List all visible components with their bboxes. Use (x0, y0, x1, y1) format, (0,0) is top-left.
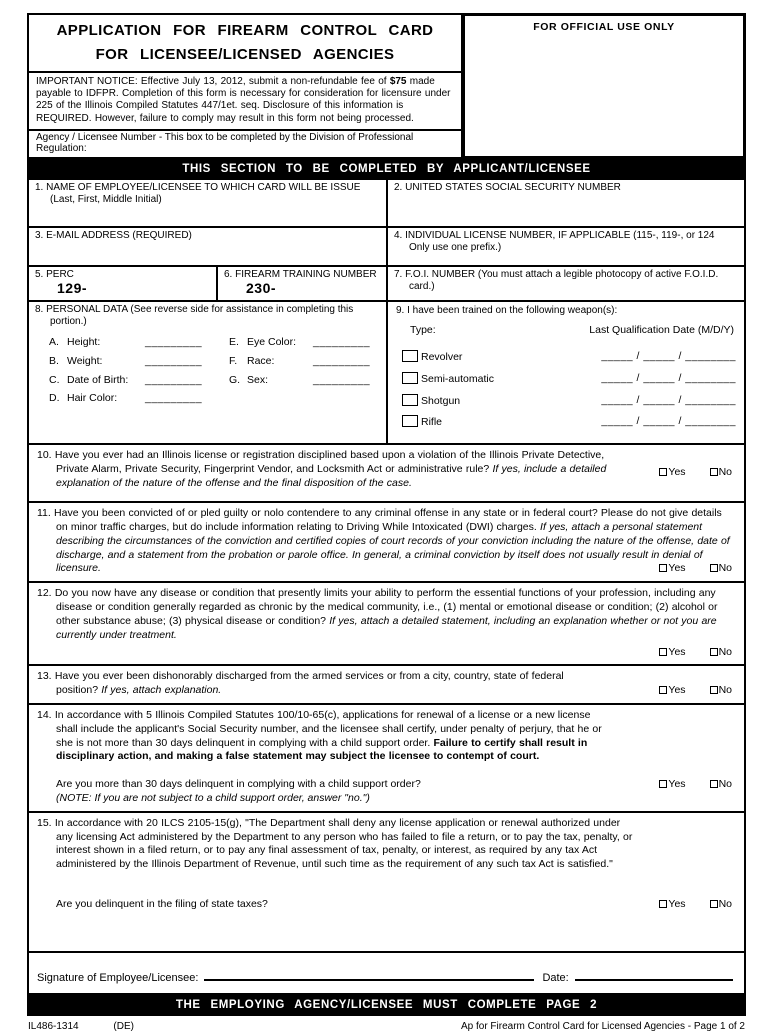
field-email[interactable] (29, 228, 386, 265)
q15-question-line (37, 898, 736, 912)
revolver-checkbox[interactable] (402, 350, 418, 362)
semi-automatic-row (396, 372, 738, 386)
question-13 (29, 666, 744, 705)
hair-color-blank[interactable]: _________ (145, 392, 203, 405)
q15-text: 15. In accordance with 20 ILCS 2105-15(g), "The Department shall deny any license application or renewal authorized under any licensing Act administered by the Department to any person who has failed to file a return, or to pay the tax, penalty, or interest shown in a filed return, or to pay any final assessment of tax, penalty, or interest, as required by any tax Act administered by the Illinois Department of Revenue, until such time as the requirement of any such tax Act is satisfied." (37, 816, 633, 871)
applicant-section-banner: THIS SECTION TO BE COMPLETED BY APPLICANT/LICENSEE (27, 159, 746, 180)
field-2-label: 2. UNITED STATES SOCIAL SECURITY NUMBER (394, 182, 621, 194)
semi-automatic-label: Semi-automatic (421, 372, 494, 385)
hair-color-letter: D. (49, 392, 60, 405)
q13-no-label: No (718, 684, 732, 697)
q14-question-line (37, 778, 736, 792)
notice-fee-amount: $75 (389, 76, 407, 87)
q12-yes-checkbox[interactable] (659, 648, 667, 656)
rifle-row (396, 415, 738, 429)
q13-italic-note: If yes, attach explanation. (101, 684, 222, 697)
q13-no-checkbox[interactable] (710, 686, 718, 694)
height-blank[interactable]: _________ (145, 336, 203, 348)
weight-blank[interactable]: _________ (145, 354, 203, 367)
row-email-license (29, 228, 744, 267)
race-field (229, 356, 370, 368)
q15-yes-no (659, 898, 732, 912)
official-use-label: FOR OFFICIAL USE ONLY (533, 21, 675, 33)
q13-yes-no (659, 684, 732, 698)
rifle-label: Rifle (421, 416, 443, 429)
q12-no-label: No (718, 645, 732, 658)
sex-label: Sex: (247, 373, 269, 386)
q11-no-label: No (718, 562, 732, 575)
footer-page-label: Ap for Firearm Control Card for Licensed Agencies - Page 1 of 2 (460, 1020, 745, 1032)
q14-yes-no (659, 778, 732, 792)
q10-no-checkbox[interactable] (710, 468, 718, 476)
field-6-label: 6. FIREARM TRAINING NUMBER (224, 269, 377, 281)
form-title-box (29, 15, 461, 73)
hair-color-field (49, 393, 229, 405)
q15-no-label: No (718, 897, 732, 910)
sex-letter: G. (229, 373, 241, 386)
q12-text: 12. Do you now have any disease or condition that presently limits your ability to perform the essential functions of your profession, including any disease or condition generally regarded as chronic by the medical community, i.e., (1) mental or emotional disease or condition; (2) alcohol or other substance abuse; (3) physical disease or condition? (37, 587, 718, 627)
shotgun-label: Shotgun (421, 394, 461, 407)
weapon-type-header: Type: (410, 324, 436, 337)
q13-text: 13. Have you ever been dishonorably discharged from the armed services or from a city, country, state of federal position? (37, 670, 564, 697)
weapons-section (386, 302, 744, 443)
q13-yes-checkbox[interactable] (659, 686, 667, 694)
hair-color-label: Hair Color: (67, 392, 118, 405)
eye-color-label: Eye Color: (247, 336, 297, 348)
race-label: Race: (247, 354, 275, 367)
notice-text-continued: made payable to IDFPR. Completion of this form is necessary for consideration for licensure under 225 of the Illinois Compiled Statutes 447/1et. seq. Disclosure of this information is REQUIRED. However, failure to comply may result in this form not being processed. (36, 76, 451, 124)
shotgun-row (396, 394, 738, 408)
semi-automatic-checkbox[interactable] (402, 372, 418, 384)
date-label: Date: (542, 971, 569, 984)
dob-blank[interactable]: _________ (145, 373, 203, 386)
race-blank[interactable]: _________ (313, 354, 371, 367)
header-left-column (27, 13, 463, 159)
q14-no-checkbox[interactable] (710, 780, 718, 788)
important-notice (29, 73, 461, 131)
notice-text: IMPORTANT NOTICE: Effective July 13, 2012, submit a non-refundable fee of (36, 76, 390, 87)
personal-data-section (29, 302, 386, 443)
q14-question: Are you more than 30 days delinquent in complying with a child support order? (56, 778, 421, 791)
q10-yes-label: Yes (668, 466, 686, 479)
field-8-label: 8. PERSONAL DATA (See reverse side for assistance in completing this portion.) (35, 304, 354, 328)
q11-yes-no (659, 562, 732, 576)
form-title-line2: FOR LICENSEE/LICENSED AGENCIES (95, 46, 395, 63)
official-use-box (463, 13, 746, 159)
q10-no-label: No (718, 466, 732, 479)
row-name-ssn (29, 180, 744, 228)
q15-question: Are you delinquent in the filing of state taxes? (56, 897, 268, 910)
race-letter: F. (229, 354, 238, 367)
field-1-label: 1. NAME OF EMPLOYEE/LICENSEE TO WHICH CARD WILL BE ISSUE (35, 182, 361, 194)
q14-no-label: No (718, 778, 732, 791)
field-individual-license-number[interactable] (386, 228, 744, 265)
revolver-date-blank[interactable]: _____ / _____ / ________ (601, 350, 736, 362)
qualification-date-header: Last Qualification Date (M/D/Y) (589, 324, 734, 337)
form-header (27, 13, 746, 159)
field-5-label: 5. PERC (35, 269, 74, 281)
weapons-column-headers (396, 325, 738, 337)
sex-field (229, 375, 370, 387)
q15-yes-checkbox[interactable] (659, 900, 667, 908)
signature-label: Signature of Employee/Licensee: (37, 971, 199, 984)
q10-italic-note: If yes, include a detailed explanation of the nature of the offense and the final disposition of the case. (56, 462, 607, 489)
question-15 (29, 813, 744, 953)
agency-box-label: Agency / Licensee Number - This box to be completed by the Division of Professional Regulation: (36, 131, 414, 154)
q15-no-checkbox[interactable] (710, 900, 718, 908)
agency-licensee-number-box[interactable] (29, 131, 461, 158)
training-prefix-value: 230- (246, 280, 277, 297)
signature-section (29, 953, 744, 995)
q11-yes-checkbox[interactable] (659, 564, 667, 572)
q12-yes-no (659, 646, 732, 660)
rifle-date-blank[interactable]: _____ / _____ / ________ (601, 415, 736, 428)
q10-text: 10. Have you ever had an Illinois license or registration disciplined based upon a violation of the Illinois Private Detective, Private Alarm, Private Security, Fingerprint Vendor, and Locksmith Act or administrative rule? (37, 449, 605, 475)
q10-yes-no (659, 466, 732, 480)
row-personal-data-weapons (29, 302, 744, 445)
dob-label: Date of Birth: (67, 373, 129, 386)
weight-label: Weight: (67, 354, 103, 367)
q12-italic-note: If yes, attach a detailed statement, including an explanation whether or not you are currently under treatment. (56, 614, 717, 641)
question-10 (29, 445, 744, 503)
q14-yes-label: Yes (668, 778, 686, 791)
field-name-of-employee[interactable] (29, 180, 386, 226)
page2-banner: THE EMPLOYING AGENCY/LICENSEE MUST COMPLETE PAGE 2 (27, 995, 746, 1016)
form-title-line1: APPLICATION FOR FIREARM CONTROL CARD (56, 22, 434, 39)
personal-data-left-column (49, 337, 229, 412)
eye-color-letter: E. (229, 336, 239, 348)
q13-yes-label: Yes (668, 684, 686, 697)
field-1-sublabel: (Last, First, Middle Initial) (50, 194, 162, 206)
field-3-label: 3. E-MAIL ADDRESS (REQUIRED) (35, 230, 192, 242)
revolver-row (396, 350, 738, 364)
application-form (27, 13, 746, 1032)
q10-yes-checkbox[interactable] (659, 468, 667, 476)
question-12 (29, 583, 744, 666)
question-14 (29, 705, 744, 813)
row-perc-training-foi (29, 267, 744, 302)
height-label: Height: (67, 336, 101, 348)
weight-letter: B. (49, 354, 59, 367)
date-of-birth-field (49, 375, 229, 387)
q14-yes-checkbox[interactable] (659, 780, 667, 788)
field-perc[interactable] (29, 267, 216, 300)
footer-left (28, 1021, 134, 1032)
shotgun-date-blank[interactable]: _____ / _____ / ________ (601, 393, 736, 406)
shotgun-checkbox[interactable] (402, 394, 418, 406)
form-number: IL486-1314 (28, 1020, 79, 1032)
question-11 (29, 503, 744, 583)
field-foi-number[interactable] (386, 267, 744, 300)
q12-yes-label: Yes (668, 645, 686, 658)
field-ssn[interactable] (386, 180, 744, 226)
q14-bold-warning: Failure to certify shall result in disciplinary action, and making a false statement may subject the licensee to contempt of court. (56, 736, 588, 763)
semi-automatic-date-blank[interactable]: _____ / _____ / ________ (601, 371, 736, 384)
q14-text: 14. In accordance with 5 Illinois Compiled Statutes 100/10-65(c), applications for renewal of a license or a new license shall include the applicant's Social Security number, and the licensee shall certify, under penalty of perjury, that he or she is not more than 30 days delinquent in complying with a child support order. (37, 708, 602, 749)
revolver-label: Revolver (421, 351, 463, 363)
form-footer (27, 1021, 746, 1032)
q12-no-checkbox[interactable] (710, 648, 718, 656)
signature-line[interactable] (204, 969, 534, 981)
field-7-label: 7. F.O.I. NUMBER (You must attach a legible photocopy of active F.O.I.D. card.) (394, 269, 719, 293)
field-9-label: 9. I have been trained on the following weapon(s): (396, 305, 618, 317)
eye-color-field (229, 337, 370, 349)
field-firearm-training-number[interactable] (216, 267, 386, 300)
personal-data-fields (35, 337, 382, 412)
sex-blank[interactable]: _________ (313, 373, 371, 386)
height-field (49, 337, 229, 349)
rifle-checkbox[interactable] (402, 415, 418, 427)
personal-data-right-column (229, 337, 370, 412)
form-revision-code: (DE) (113, 1020, 134, 1032)
weapons-rows (396, 350, 738, 429)
q11-no-checkbox[interactable] (710, 564, 718, 572)
perc-prefix-value: 129- (57, 280, 88, 297)
q15-yes-label: Yes (668, 897, 686, 910)
height-letter: A. (49, 336, 59, 348)
field-4-sublabel: Only use one prefix.) (409, 242, 502, 254)
q14-note: (NOTE: If you are not subject to a child support order, answer "no.") (56, 791, 370, 804)
dob-letter: C. (49, 373, 60, 386)
date-line[interactable] (575, 969, 733, 981)
weight-field (49, 356, 229, 368)
form-body (27, 180, 746, 994)
eye-color-blank[interactable]: _________ (313, 336, 371, 348)
q11-yes-label: Yes (668, 562, 686, 575)
field-4-label: 4. INDIVIDUAL LICENSE NUMBER, IF APPLICABLE (115-, 119-, or 124 (394, 230, 715, 242)
q11-text: 11. Have you been convicted of or pled guilty or nolo contendere to any criminal offense in any state or in federal court? Please do not give details on minor traffic charges, but do include information relating to Driving While Intoxicated (DWI) charges. (37, 507, 722, 533)
q11-italic-note: If yes, attach a personal statement describing the circumstances of the conviction and certified copies of court records of your conviction including the nature of the offense, date of discharge, and a statement from the probation or parole office. In general, a criminal conviction by itself does not usually result in denial of licensure. (56, 520, 730, 575)
